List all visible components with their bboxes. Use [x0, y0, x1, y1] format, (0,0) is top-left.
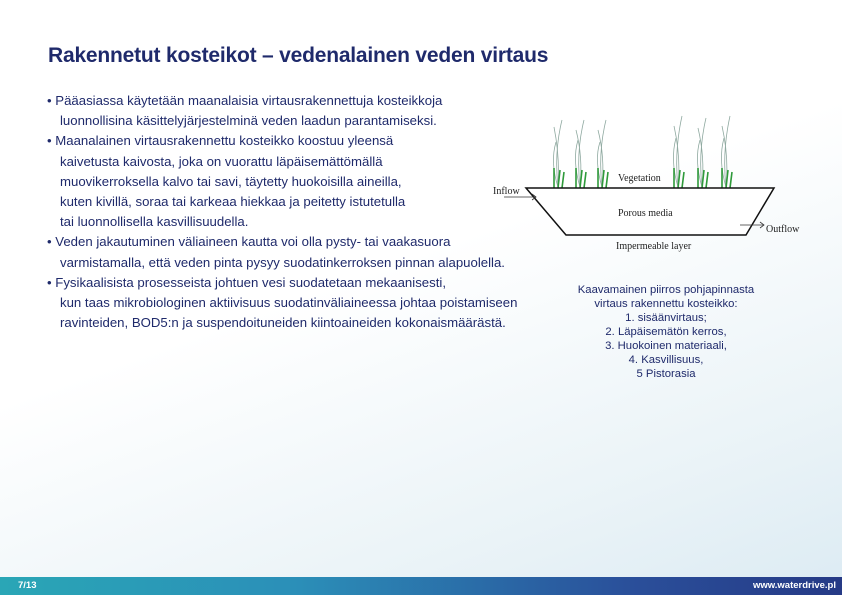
bullet-line: • Pääasiassa käytetään maanalaisia virtausrakennettuja kosteikkoja	[47, 93, 443, 108]
caption-line: 2. Läpäisemätön kerros,	[605, 326, 727, 338]
caption-line: 4. Kasvillisuus,	[628, 354, 704, 366]
bullet-line: kuten kivillä, soraa tai karkeaa hiekkaa ja peitetty istutetulla	[60, 193, 406, 209]
impermeable-layer-label: Impermeable layer	[616, 241, 692, 252]
porous-media-label: Porous media	[618, 208, 673, 219]
bullet-line: tai luonnollisella kasvillisuudella.	[60, 214, 249, 230]
caption-line: virtaus rakennettu kosteikko:	[594, 298, 738, 310]
caption-line: 5 Pistorasia	[636, 368, 696, 380]
bullet-line: varmistamalla, että veden pinta pysyy suodatinkerroksen pinnan alapuolella.	[60, 254, 505, 270]
bullet-line: kaivetusta kaivosta, joka on vuorattu läpäisemättömällä	[60, 153, 383, 169]
diagram-caption	[542, 283, 790, 381]
bullet-line: • Maanalainen virtausrakennettu kosteikko koostuu yleensä	[47, 133, 394, 149]
bullet-line: • Fysikaalisista prosesseista johtuen vesi suodatetaan mekaanisesti,	[47, 274, 446, 290]
bullet-line: • Veden jakautuminen väliaineen kautta voi olla pysty- tai vaakasuora	[47, 234, 451, 250]
outflow-label: Outflow	[766, 224, 800, 235]
bullet-line: luonnollisina käsittelyjärjestelminä veden laadun parantamiseksi.	[60, 113, 437, 129]
page-number: 7/13	[18, 580, 37, 591]
caption-line: 3. Huokoinen materiaali,	[605, 340, 727, 352]
website-link[interactable]: www.waterdrive.pl	[752, 580, 836, 591]
bullet-line: ravinteiden, BOD5:n ja suspendoituneiden kiintoaineiden kokonaismäärästä.	[60, 315, 506, 331]
caption-line: 1. sisäänvirtaus;	[625, 312, 707, 324]
bullet-line: muovikerroksella kalvo tai savi, täytetty huokoisilla aineilla,	[60, 173, 402, 189]
caption-line: Kaavamainen piirros pohjapinnasta	[577, 284, 755, 296]
inflow-label: Inflow	[493, 186, 520, 197]
constructed-wetland-diagram	[488, 112, 808, 262]
slide-title: Rakennetut kosteikot – vedenalainen veden virtaus	[48, 44, 549, 67]
footer-bar	[0, 577, 842, 595]
vegetation-label: Vegetation	[618, 173, 661, 184]
bullet-line: kun taas mikrobiologinen aktiivisuus suodatinväliaineessa johtaa poistamiseen	[60, 294, 518, 310]
